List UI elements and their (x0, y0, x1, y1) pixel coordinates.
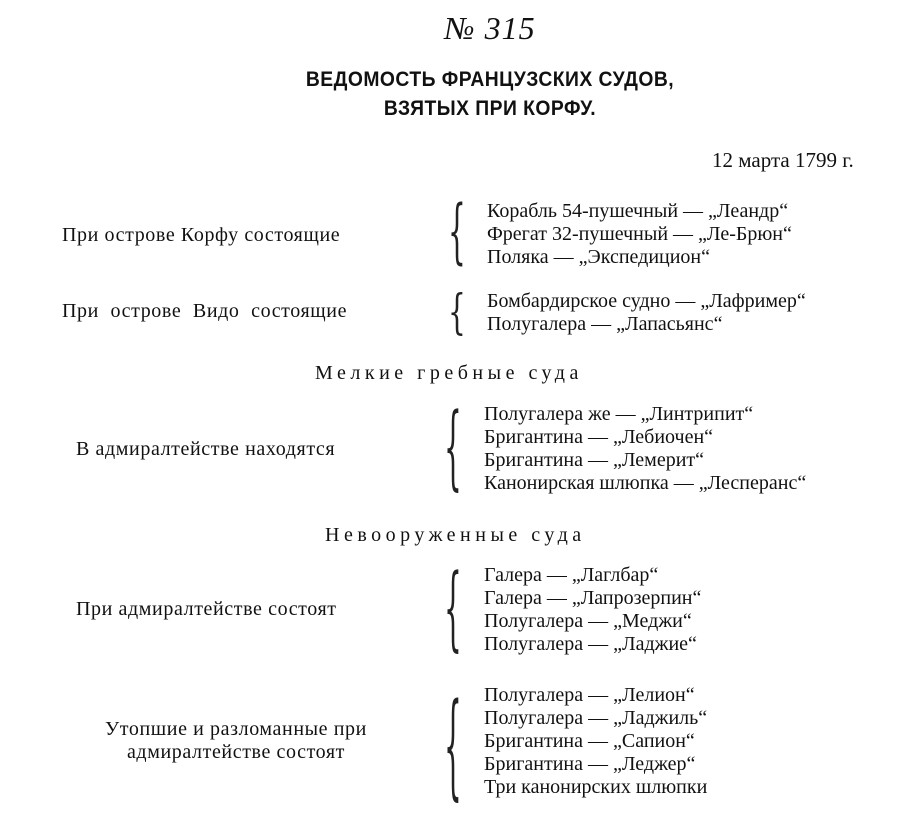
list-item: Бригантина — „Лебиочен“ (484, 426, 714, 448)
list-item: Полугалера — „Лелион“ (484, 684, 695, 706)
list-item: Корабль 54-пушечный — „Леандр“ (487, 200, 789, 222)
list-item: Полугалера — „Лапасьянс“ (487, 313, 723, 335)
document-number: № 315 (444, 10, 536, 46)
list-item: Бригантина — „Сапион“ (484, 730, 695, 752)
brace-icon: { (444, 395, 462, 501)
group-items-sunk-broken (484, 684, 707, 799)
list-item: Бомбардирское судно — „Лафример“ (487, 290, 806, 312)
list-item: Полугалера — „Ладжие“ (484, 633, 697, 655)
group-label-vido: При острове Видо состоящие (62, 300, 348, 322)
group-items-admiralty (484, 403, 806, 495)
group-label-admiralty: В адмиралтействе находятся (76, 438, 336, 460)
document-title-line-1: ВЕДОМОСТЬ ФРАНЦУЗСКИХ СУДОВ, (305, 68, 675, 91)
list-item: Галера — „Лаглбар“ (484, 564, 659, 586)
group-items-at-admiralty (484, 564, 701, 656)
list-item: Галера — „Лапрозерпин“ (484, 587, 702, 609)
group-label-corfu: При острове Корфу состоящие (62, 224, 341, 246)
list-item: Полугалера — „Меджи“ (484, 610, 692, 632)
group-label-line: адмиралтействе состоят (126, 741, 346, 763)
group-items-vido (487, 290, 806, 336)
brace-icon: { (444, 682, 462, 813)
list-item: Фрегат 32-пушечный — „Ле-Брюн“ (487, 223, 792, 245)
list-item: Поляка — „Экспедицион“ (487, 246, 711, 268)
list-item: Канонирская шлюпка — „Лесперанс“ (484, 472, 807, 494)
brace-icon: { (448, 285, 466, 341)
group-label-line: Утопшие и разломанные при (105, 718, 367, 740)
list-item: Три канонирских шлюпки (484, 776, 708, 798)
list-item: Бригантина — „Леджер“ (484, 753, 696, 775)
document-title-line-2: ВЗЯТЫХ ПРИ КОРФУ. (383, 97, 597, 120)
list-item: Бригантина — „Лемерит“ (484, 449, 705, 471)
group-label-sunk-broken (66, 718, 406, 764)
list-item: Полугалера — „Ладжиль“ (484, 707, 708, 729)
list-item: Полугалера же — „Линтрипит“ (484, 403, 754, 425)
section-heading-small-rowing: Мелкие гребные суда (315, 362, 583, 384)
section-heading-unarmed: Невооруженные суда (325, 524, 586, 546)
group-items-corfu (487, 200, 792, 269)
brace-icon: { (448, 192, 466, 273)
brace-icon: { (444, 556, 462, 662)
document-date: 12 марта 1799 г. (712, 148, 854, 172)
group-label-at-admiralty: При адмиралтействе состоят (76, 598, 337, 620)
